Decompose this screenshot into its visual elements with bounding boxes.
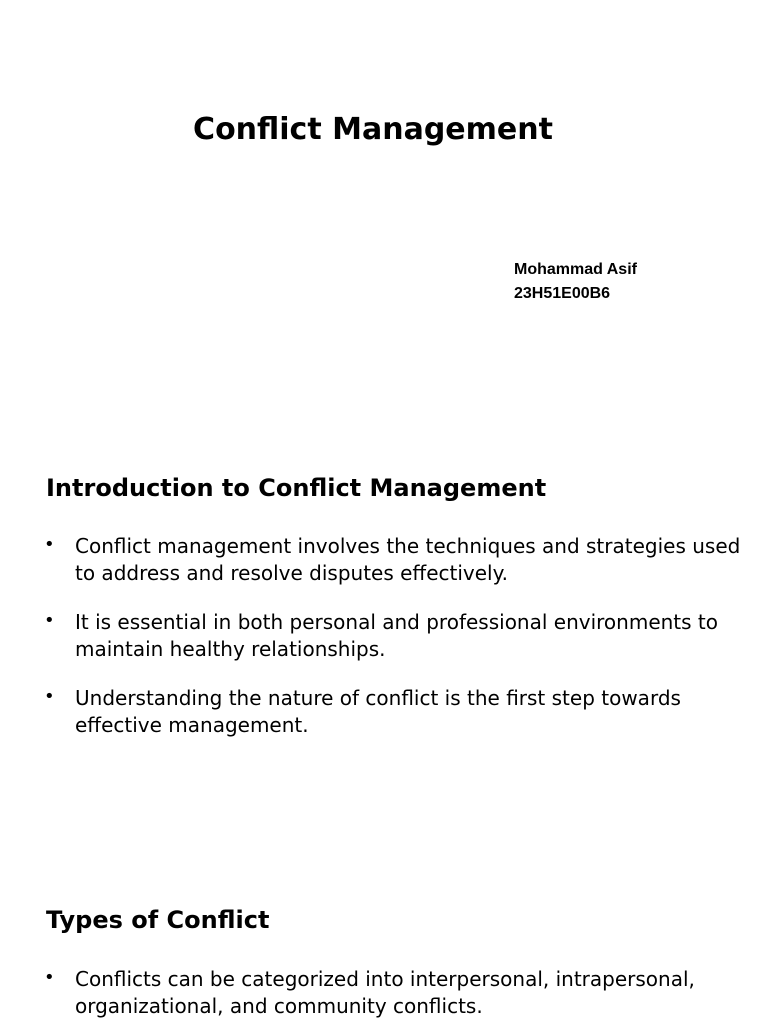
list-item	[0, 685, 768, 739]
section-heading-types: Types of Conflict	[46, 906, 270, 934]
list-item	[0, 533, 768, 587]
bullet-text: Conflicts can be categorized into interpersonal, intrapersonal, organizational, and community conflicts.	[75, 967, 695, 1018]
list-item	[0, 609, 768, 663]
bullet-text: Conflict management involves the techniques and strategies used to address and resolve disputes effectively.	[75, 534, 741, 585]
bullet-icon: •	[44, 610, 55, 631]
author-id: 23H51E00B6	[514, 285, 611, 302]
bullet-text: It is essential in both personal and professional environments to maintain healthy relationships.	[75, 610, 718, 661]
types-bullet-list	[0, 966, 768, 1024]
author-name: Mohammad Asif	[514, 261, 637, 278]
list-item	[0, 966, 768, 1020]
page-title: Conflict Management	[193, 112, 553, 147]
section-heading-introduction: Introduction to Conflict Management	[46, 474, 547, 502]
introduction-bullet-list	[0, 533, 768, 761]
bullet-icon: •	[44, 967, 55, 988]
bullet-icon: •	[44, 686, 55, 707]
bullet-icon: •	[44, 534, 55, 555]
bullet-text: Understanding the nature of conflict is the first step towards effective management.	[75, 686, 681, 737]
author-block	[514, 258, 637, 306]
